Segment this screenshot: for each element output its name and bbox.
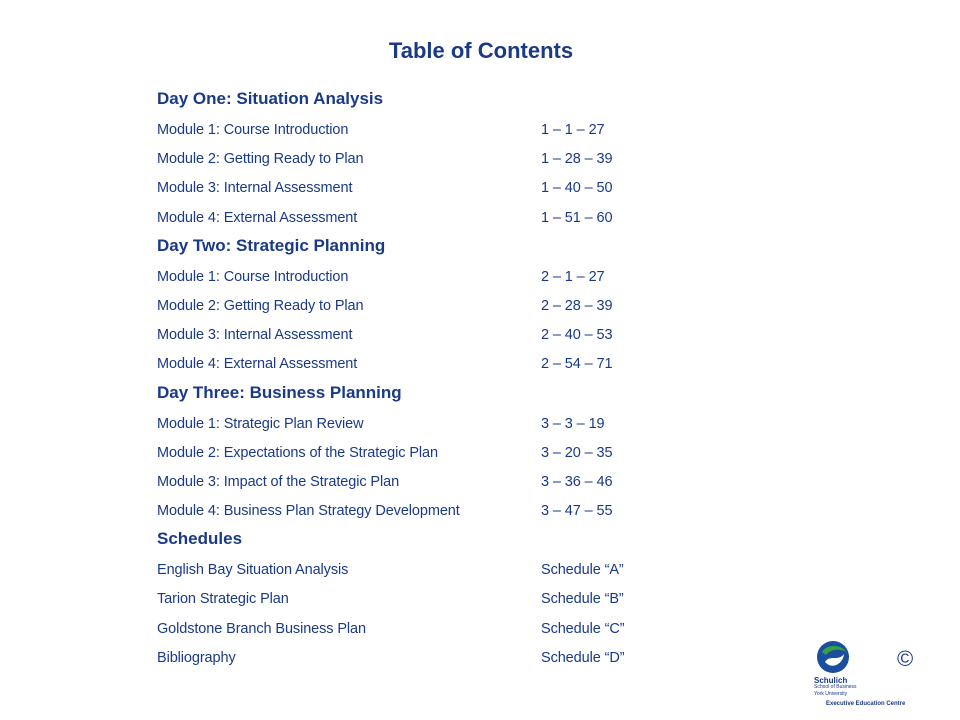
toc-row bbox=[157, 497, 717, 526]
toc-row bbox=[157, 204, 717, 233]
toc-row bbox=[157, 410, 717, 439]
toc-section bbox=[157, 233, 717, 380]
toc-section bbox=[157, 526, 717, 673]
toc-row bbox=[157, 556, 717, 585]
toc-entry-pages: Schedule “C” bbox=[541, 620, 625, 637]
toc-entry-pages: 3 – 20 – 35 bbox=[541, 444, 613, 461]
toc-entry-pages: 2 – 28 – 39 bbox=[541, 297, 613, 314]
logo-name: Schulich bbox=[814, 676, 848, 685]
toc-row bbox=[157, 468, 717, 497]
toc-entry-label: Module 4: Business Plan Strategy Development bbox=[157, 503, 460, 520]
toc-row bbox=[157, 644, 717, 673]
toc-entry-pages: 1 – 1 – 27 bbox=[541, 122, 605, 138]
toc-row bbox=[157, 321, 717, 350]
toc-entry-label: Goldstone Branch Business Plan bbox=[157, 620, 366, 637]
toc-entry-label: Module 1: Course Introduction bbox=[157, 122, 349, 138]
toc-entry-pages: Schedule “B” bbox=[541, 591, 624, 608]
schulich-logo bbox=[812, 638, 952, 710]
toc-row bbox=[157, 615, 717, 644]
toc-entry-pages: Schedule “A” bbox=[541, 562, 624, 579]
toc-entry-label: Module 2: Getting Ready to Plan bbox=[157, 151, 364, 168]
logo-line-2: York University bbox=[814, 691, 848, 697]
toc-row bbox=[157, 174, 717, 203]
toc-entry-pages: 3 – 3 – 19 bbox=[541, 415, 605, 432]
toc-entry-label: Module 1: Course Introduction bbox=[157, 268, 349, 285]
toc-row bbox=[157, 350, 717, 379]
toc-section bbox=[157, 380, 717, 527]
toc-entry-label: English Bay Situation Analysis bbox=[157, 562, 349, 579]
toc-row bbox=[157, 145, 717, 174]
section-heading: Schedules bbox=[157, 529, 243, 549]
toc-row bbox=[157, 585, 717, 614]
toc-entry-pages: 1 – 51 – 60 bbox=[541, 209, 613, 226]
page-title: Table of Contents bbox=[388, 38, 574, 63]
toc-entry-label: Module 4: External Assessment bbox=[157, 209, 358, 226]
toc-entry-label: Module 2: Getting Ready to Plan bbox=[157, 297, 364, 314]
toc-row bbox=[157, 292, 717, 321]
section-heading: Day Two: Strategic Planning bbox=[157, 235, 386, 255]
toc-entry-label: Module 3: Internal Assessment bbox=[157, 327, 353, 344]
toc-entry-label: Module 2: Expectations of the Strategic Plan bbox=[157, 444, 438, 461]
toc-entry-pages: Schedule “D” bbox=[541, 649, 625, 666]
section-heading: Day Three: Business Planning bbox=[157, 382, 402, 402]
toc-row bbox=[157, 263, 717, 292]
table-of-contents bbox=[157, 86, 717, 673]
section-heading: Day One: Situation Analysis bbox=[157, 89, 384, 108]
logo-line-1: School of Business bbox=[814, 684, 857, 690]
toc-entry-label: Bibliography bbox=[157, 649, 236, 666]
toc-entry-pages: 1 – 28 – 39 bbox=[541, 151, 613, 168]
toc-entry-label: Module 3: Internal Assessment bbox=[157, 180, 353, 197]
toc-entry-label: Module 3: Impact of the Strategic Plan bbox=[157, 473, 400, 490]
toc-entry-pages: 3 – 47 – 55 bbox=[541, 503, 613, 520]
logo-line-3: Executive Education Centre bbox=[826, 701, 906, 707]
toc-entry-pages: 2 – 40 – 53 bbox=[541, 327, 613, 344]
toc-entry-pages: 3 – 36 – 46 bbox=[541, 473, 613, 490]
schulich-logo-icon bbox=[816, 640, 850, 674]
toc-entry-label: Module 4: External Assessment bbox=[157, 356, 358, 373]
toc-entry-pages: 2 – 54 – 71 bbox=[541, 356, 613, 373]
toc-row bbox=[157, 439, 717, 468]
toc-entry-label: Tarion Strategic Plan bbox=[157, 591, 289, 608]
toc-row bbox=[157, 116, 717, 145]
copyright-symbol: © bbox=[897, 646, 914, 671]
toc-entry-pages: 2 – 1 – 27 bbox=[541, 268, 605, 285]
toc-entry-label: Module 1: Strategic Plan Review bbox=[157, 415, 364, 432]
toc-section bbox=[157, 86, 717, 233]
toc-entry-pages: 1 – 40 – 50 bbox=[541, 180, 613, 197]
